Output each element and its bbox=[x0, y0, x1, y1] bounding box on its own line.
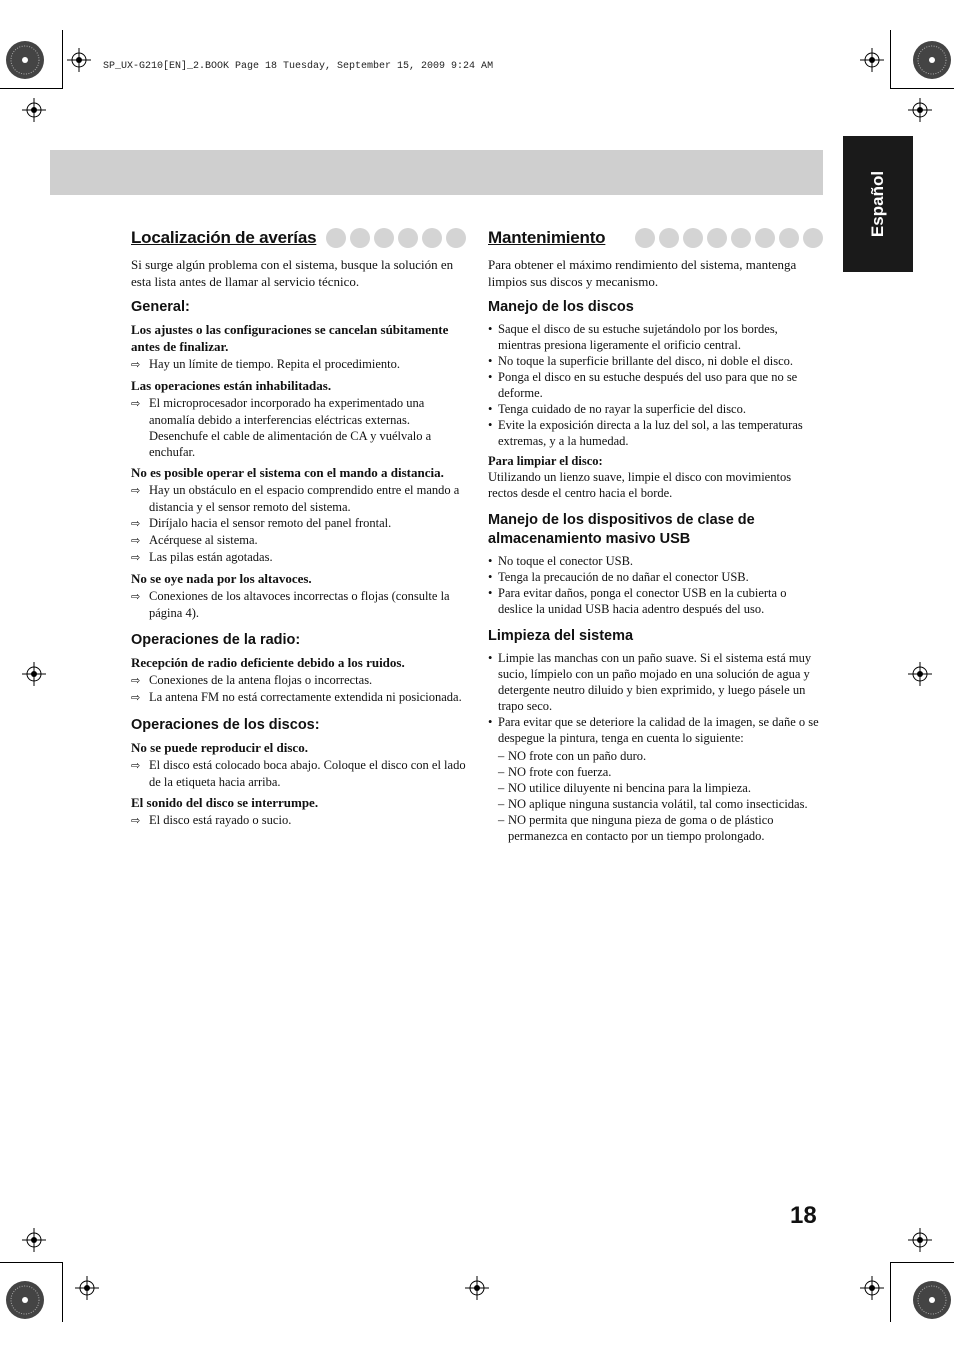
radio-list bbox=[131, 654, 466, 706]
crop-mark bbox=[62, 30, 63, 88]
maintenance-title-bar bbox=[488, 226, 823, 250]
list-item: • Evite la exposición directa a la luz del sol, a las temperaturas extremas, y a la humedad. bbox=[488, 417, 823, 449]
solution-item bbox=[131, 588, 466, 621]
crosshair-icon bbox=[22, 662, 46, 686]
problem-text: No se puede reproducir el disco. bbox=[131, 740, 308, 755]
problem-text: Los ajustes o las configuraciones se cancelan súbitamente antes de finalizar. bbox=[131, 322, 449, 354]
general-heading: General: bbox=[131, 299, 190, 315]
crop-mark bbox=[890, 88, 954, 89]
problem-text: No se oye nada por los altavoces. bbox=[131, 571, 312, 586]
header-band bbox=[50, 150, 823, 195]
troubleshooting-intro: Si surge algún problema con el sistema, busque la solución en esta lista antes de llamar al servicio técnico. bbox=[131, 257, 454, 289]
crosshair-icon bbox=[67, 48, 91, 72]
list-item: • Tenga cuidado de no rayar la superficie del disco. bbox=[488, 401, 823, 417]
list-item: • Para evitar que se deteriore la calidad de la imagen, se dañe o se despegue la pintura, tenga en cuenta lo siguiente: bbox=[488, 714, 823, 746]
crosshair-icon bbox=[908, 98, 932, 122]
language-tab bbox=[843, 136, 913, 272]
crop-mark bbox=[0, 1262, 63, 1263]
crop-mark bbox=[890, 1262, 954, 1263]
language-tab-label: Español bbox=[868, 170, 887, 238]
disc-ops-heading: Operaciones de los discos: bbox=[131, 717, 320, 733]
solution-item bbox=[131, 532, 466, 549]
registration-disc-icon bbox=[5, 1280, 45, 1320]
solution-item bbox=[131, 689, 466, 706]
crosshair-icon bbox=[22, 1228, 46, 1252]
system-dashes bbox=[488, 748, 823, 844]
solution-item bbox=[131, 356, 466, 373]
arrow-icon: ⇨ bbox=[131, 691, 141, 704]
crosshair-icon bbox=[22, 98, 46, 122]
arrow-icon: ⇨ bbox=[131, 534, 141, 547]
list-item: • Limpie las manchas con un paño suave. Si el sistema está muy sucio, límpielo con un paño mojado en una solución de agua y detergente neutro diluido y bien exprimido, y luego pásele un trapo seco. bbox=[488, 650, 823, 714]
problem-text: No es posible operar el sistema con el mando a distancia. bbox=[131, 465, 444, 480]
list-item: – NO aplique ninguna sustancia volátil, tal como insecticidas. bbox=[498, 796, 823, 812]
arrow-icon: ⇨ bbox=[131, 397, 141, 410]
arrow-icon: ⇨ bbox=[131, 674, 141, 687]
disc-ops-list bbox=[131, 739, 466, 829]
list-item: – NO frote con un paño duro. bbox=[498, 748, 823, 764]
registration-disc-icon bbox=[912, 1280, 952, 1320]
solution-text: Diríjalo hacia el sensor remoto del panel frontal. bbox=[149, 516, 392, 530]
clean-disc-text: Utilizando un lienzo suave, limpie el disco con movimientos rectos desde el centro hacia el borde. bbox=[488, 470, 792, 500]
troubleshooting-title: Localización de averías bbox=[131, 228, 317, 247]
troubleshooting-title-bar bbox=[131, 226, 466, 250]
crop-mark bbox=[62, 1262, 63, 1322]
arrow-icon: ⇨ bbox=[131, 551, 141, 564]
discs-bullets bbox=[488, 321, 823, 449]
solution-text: El microprocesador incorporado ha experimentado una anomalía debido a interferencias eléctricas externas. Desenchufe el cable de alimentación de CA y vuélvalo a enchufar. bbox=[149, 396, 432, 459]
discs-heading: Manejo de los discos bbox=[488, 299, 634, 315]
crosshair-icon bbox=[465, 1276, 489, 1300]
solution-text: Conexiones de los altavoces incorrectas o flojas (consulte la página 4). bbox=[149, 589, 450, 620]
radio-heading: Operaciones de la radio: bbox=[131, 632, 301, 648]
print-header-line: SP_UX-G210[EN]_2.BOOK Page 18 Tuesday, September 15, 2009 9:24 AM bbox=[103, 61, 494, 72]
maintenance-intro: Para obtener el máximo rendimiento del sistema, mantenga limpios sus discos y mecanismo. bbox=[488, 257, 797, 289]
list-item: – NO utilice diluyente ni bencina para la limpieza. bbox=[498, 780, 823, 796]
troubleshooting-column bbox=[131, 226, 466, 829]
problem-text: Las operaciones están inhabilitadas. bbox=[131, 378, 332, 393]
system-heading: Limpieza del sistema bbox=[488, 628, 634, 644]
problem-text: Recepción de radio deficiente debido a los ruidos. bbox=[131, 655, 405, 670]
solution-text: Hay un obstáculo en el espacio comprendido entre el mando a distancia y el sensor remoto del sistema. bbox=[149, 483, 460, 514]
list-item: • Para evitar daños, ponga el conector USB en la cubierta o deslice la unidad USB hacia adentro después del uso. bbox=[488, 585, 823, 617]
arrow-icon: ⇨ bbox=[131, 814, 141, 827]
usb-heading: Manejo de los dispositivos de clase de almacenamiento masivo USB bbox=[488, 512, 755, 547]
solution-text: Conexiones de la antena flojas o incorrectas. bbox=[149, 673, 373, 687]
arrow-icon: ⇨ bbox=[131, 590, 141, 603]
solution-text: El disco está colocado boca abajo. Coloque el disco con el lado de la etiqueta hacia arriba. bbox=[149, 758, 466, 789]
page-number: 18 bbox=[790, 1202, 817, 1229]
clean-disc-label: Para limpiar el disco: bbox=[488, 454, 603, 468]
list-item: • Tenga la precaución de no dañar el conector USB. bbox=[488, 569, 823, 585]
usb-bullets bbox=[488, 553, 823, 617]
crop-mark bbox=[890, 30, 891, 88]
title-dots bbox=[611, 228, 823, 248]
registration-disc-icon bbox=[5, 40, 45, 80]
solution-item bbox=[131, 672, 466, 689]
solution-item bbox=[131, 515, 466, 532]
crosshair-icon bbox=[860, 1276, 884, 1300]
maintenance-title: Mantenimiento bbox=[488, 228, 606, 247]
crosshair-icon bbox=[908, 662, 932, 686]
solution-text: Las pilas están agotadas. bbox=[149, 550, 273, 564]
list-item: • Saque el disco de su estuche sujetándolo por los bordes, mientras presiona ligeramente el orificio central. bbox=[488, 321, 823, 353]
list-item: • No toque la superficie brillante del disco, ni doble el disco. bbox=[488, 353, 823, 369]
system-bullets bbox=[488, 650, 823, 746]
list-item: • Ponga el disco en su estuche después del uso para que no se deforme. bbox=[488, 369, 823, 401]
arrow-icon: ⇨ bbox=[131, 484, 141, 497]
arrow-icon: ⇨ bbox=[131, 759, 141, 772]
solution-item bbox=[131, 757, 466, 790]
crop-mark bbox=[890, 1262, 891, 1322]
list-item: – NO permita que ninguna pieza de goma o de plástico permanezca en contacto por un tiempo prolongado. bbox=[498, 812, 823, 844]
registration-disc-icon bbox=[912, 40, 952, 80]
solution-item bbox=[131, 395, 466, 460]
crosshair-icon bbox=[860, 48, 884, 72]
list-item: • No toque el conector USB. bbox=[488, 553, 823, 569]
arrow-icon: ⇨ bbox=[131, 358, 141, 371]
list-item: – NO frote con fuerza. bbox=[498, 764, 823, 780]
solution-text: Acérquese al sistema. bbox=[149, 533, 258, 547]
solution-item bbox=[131, 812, 466, 829]
solution-item bbox=[131, 482, 466, 515]
title-dots bbox=[322, 228, 466, 248]
crosshair-icon bbox=[908, 1228, 932, 1252]
arrow-icon: ⇨ bbox=[131, 517, 141, 530]
solution-text: El disco está rayado o sucio. bbox=[149, 813, 292, 827]
problem-text: El sonido del disco se interrumpe. bbox=[131, 795, 319, 810]
maintenance-column bbox=[488, 226, 823, 844]
crop-mark bbox=[0, 88, 63, 89]
general-list bbox=[131, 321, 466, 621]
solution-text: La antena FM no está correctamente extendida ni posicionada. bbox=[149, 690, 462, 704]
solution-text: Hay un límite de tiempo. Repita el procedimiento. bbox=[149, 357, 400, 371]
crosshair-icon bbox=[75, 1276, 99, 1300]
solution-item bbox=[131, 549, 466, 566]
